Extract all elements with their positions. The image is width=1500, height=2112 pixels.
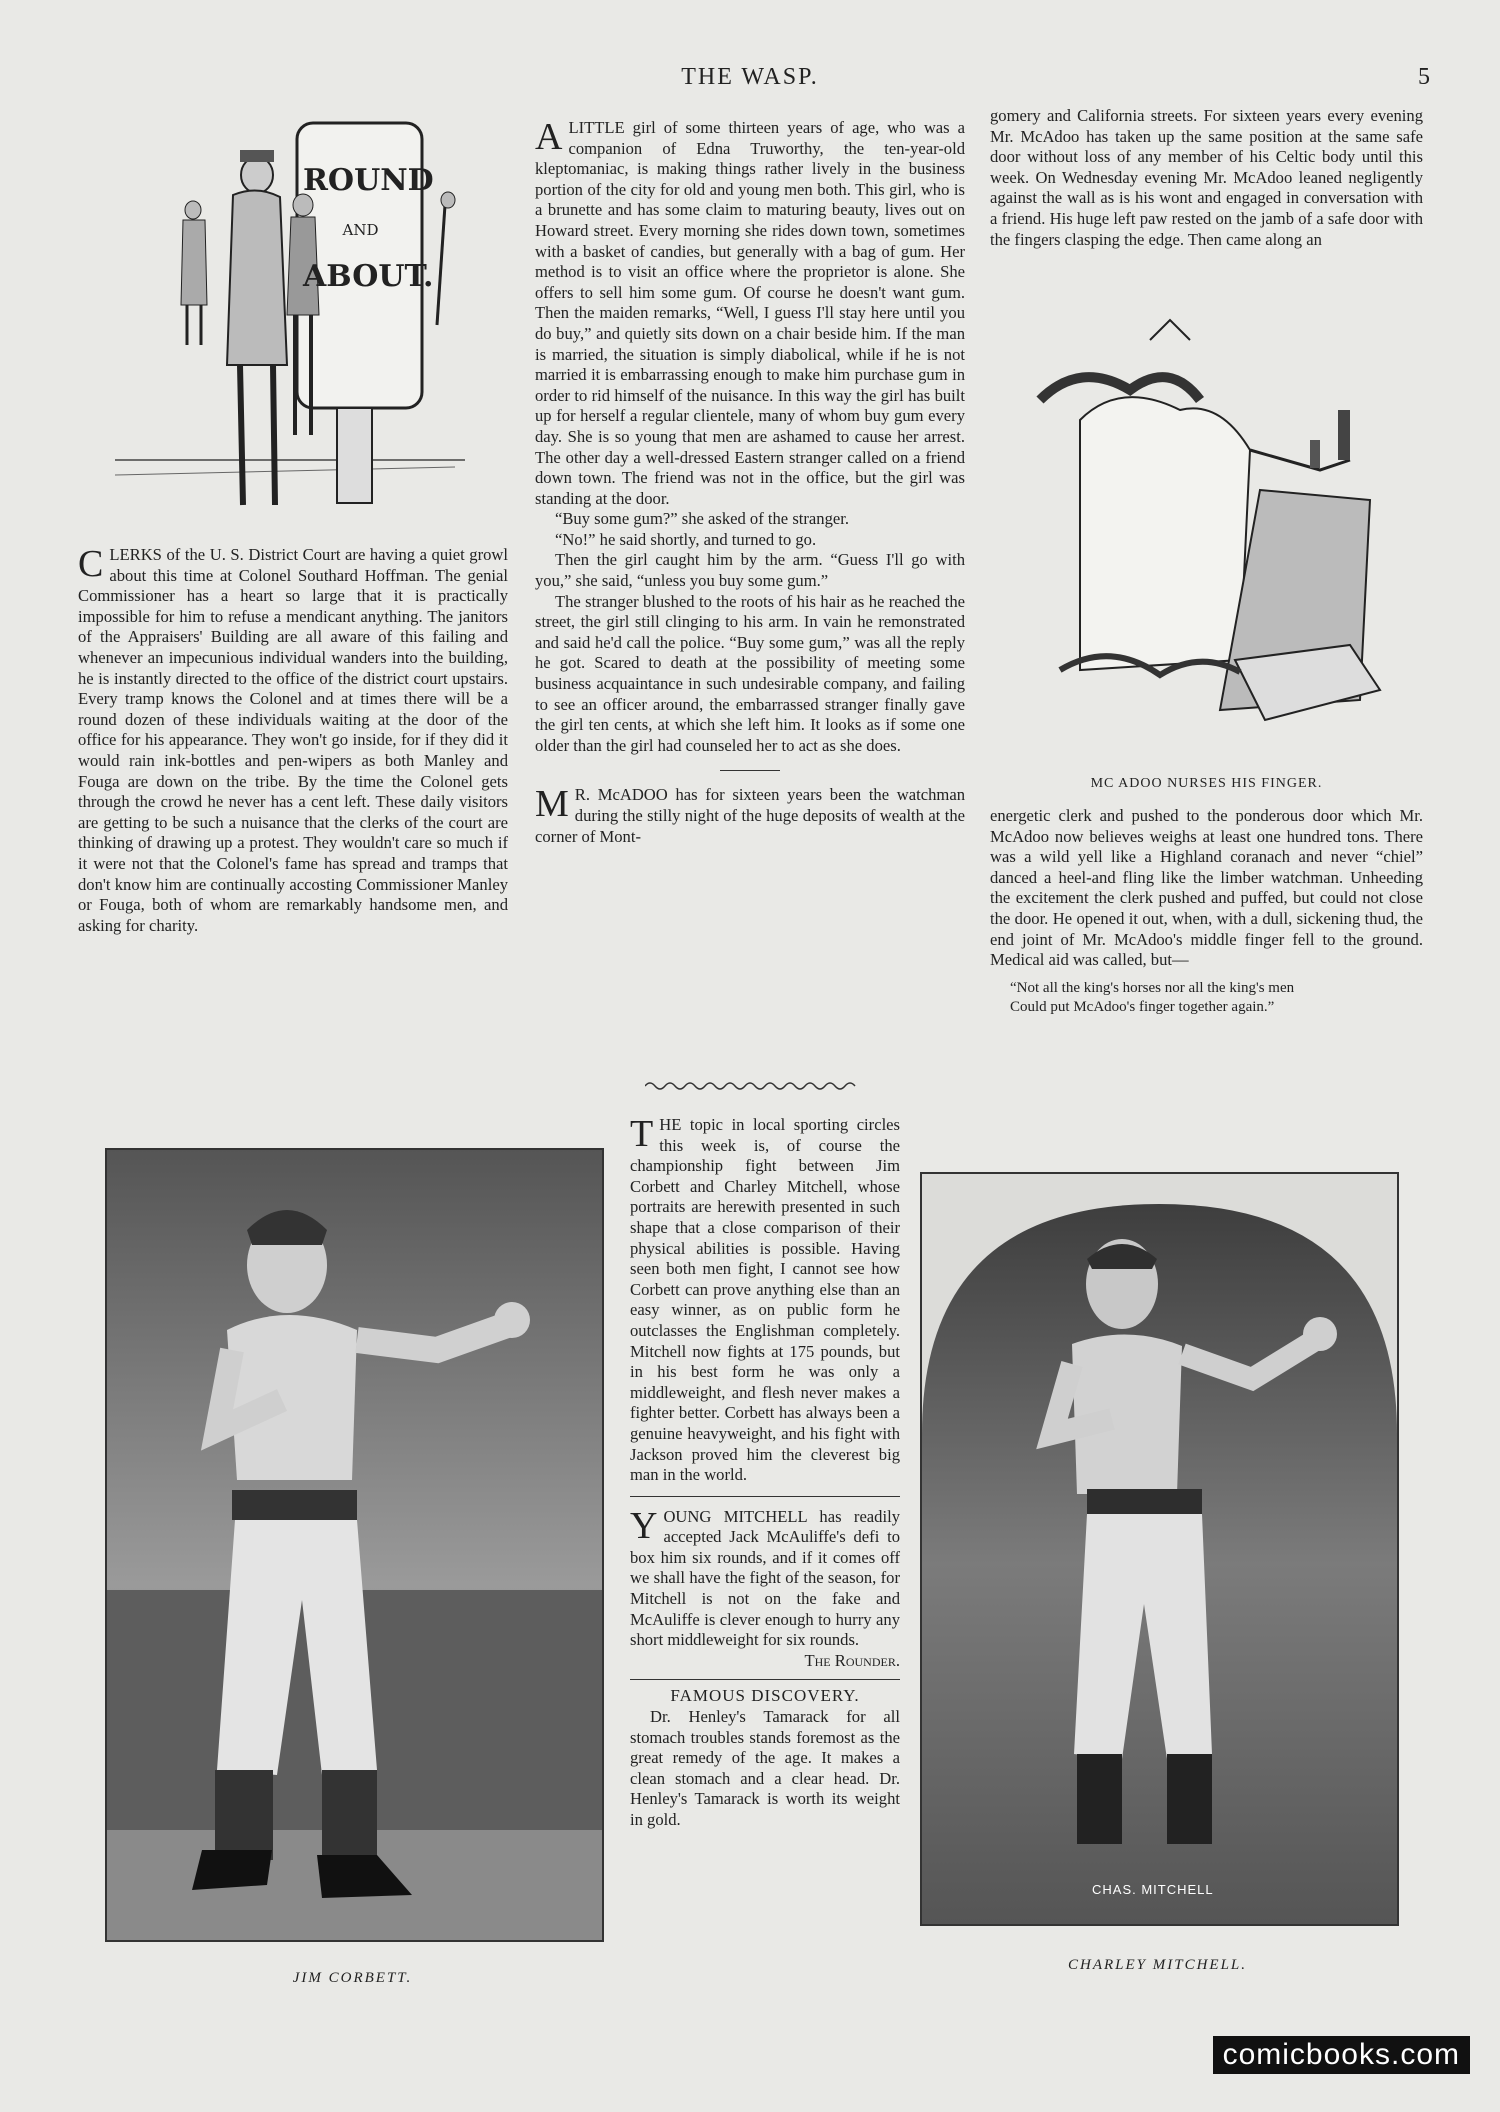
publication-title: THE WASP. — [681, 64, 819, 90]
page-number: 5 — [1418, 64, 1430, 90]
section-rule — [720, 770, 780, 771]
mitchell-caption: CHARLEY MITCHELL. — [1067, 1957, 1248, 1973]
mcadoo-text-3: energetic clerk and pushed to the ponderous door which Mr. McAdoo now believes weighs at least one hundred tons. There was a wild yell like a Highland coranach and never “chiel” danced a heel-and fling like the limber watchman. Unheeding the excitement the clerk pushed and puffed, but could not close the door. He opened it out, when, with a dull, sickening thud, the end joint of Mr. McAdoo's middle finger fell to the ground. Medical aid was called, but— — [990, 806, 1423, 970]
famous-discovery-heading: FAMOUS DISCOVERY. — [670, 1686, 860, 1706]
sporting-column — [630, 1115, 900, 1831]
topic-text: HE topic in local sporting circles this week is, of course the championship fight between Jim Corbett and Charley Mitchell, whose portraits are herewith presented in such shape that a close comparison of their physical abilities is possible. Having seen both men fight, I cannot see how Corbett can prove anything else than an easy winner, as on public form he outclasses the Englishman completely. Mitchell now fights at 175 pounds, but in his best form he was only a middleweight, and flesh never makes a fighter better. Corbett has always been a genuine heavyweight, and his fight with Jackson proved him the cleverest big man in the world. — [630, 1115, 900, 1485]
drop-cap: C — [78, 543, 104, 585]
clerks-article — [78, 545, 508, 936]
section-rule — [630, 1679, 900, 1680]
gum-girl-article — [535, 118, 965, 847]
girl-text-4: Then the girl caught him by the arm. “Guess I'll go with you,” she said, “unless you buy some gum.” — [535, 550, 965, 591]
section-rule — [630, 1496, 900, 1497]
mcadoo-illustration — [1020, 300, 1400, 760]
wavy-rule-icon — [645, 1080, 860, 1092]
watermark: comicbooks.com — [1213, 2036, 1470, 2074]
mcadoo-article-end — [990, 806, 1423, 1017]
girl-text-3: “No!” he said shortly, and turned to go. — [555, 529, 817, 549]
corbett-photo — [105, 1148, 604, 1942]
corbett-caption: JIM CORBETT. — [292, 1970, 413, 1986]
mitchell-photo — [920, 1172, 1399, 1926]
safe-door-icon — [1020, 300, 1400, 760]
mcadoo-text-1: R. McADOO has for sixteen years been the watchman during the stilly night of the huge deposits of wealth at the corner of Mont- — [535, 785, 965, 846]
boxer-icon — [107, 1150, 602, 1940]
famous-discovery-text: Dr. Henley's Tamarack for all stomach troubles stands foremost as the great remedy of the age. It makes a clean stomach and a clear head. Dr. Henley's Tamarack is worth its weight in gold. — [630, 1707, 900, 1829]
signature: The Rounder. — [804, 1650, 900, 1670]
drop-cap: M — [535, 783, 569, 826]
mcadoo-article-continued — [990, 106, 1423, 250]
mcadoo-caption: MC ADOO NURSES HIS FINGER. — [1090, 776, 1323, 791]
round-and-about-illustration — [115, 115, 465, 525]
clerks-text: LERKS of the U. S. District Court are having a quiet growl about this time at Colonel Southard Hoffman. The genial Commissioner has a heart so large that it is practically impossible for him to refuse a mendicant anything. The janitors of the Appraisers' Building are all aware of this failing and whenever an impecunious individual wanders into the building, he is instantly directed to the office of the district court upstairs. Every tramp knows the Colonel and at times there will be a round dozen of these individuals waiting at the door of the office for his appearance. They won't go inside, for if they did it would rain ink-bottles and pen-wipers as both Manley and Fouga are down on the tribe. By the time the Colonel gets through the crowd he never has a cent left. These daily visitors are getting to be such a nuisance that the clerks of the court are thinking of drawing up a protest. They wouldn't care so much if it were not that the Colonel's fame has spread and tramps that don't know him are continually accosting Commissioner Manley or Fouga, both of whom are remarkably handsome men, and asking for charity. — [78, 545, 508, 935]
girl-text-2: “Buy some gum?” she asked of the stranger. — [555, 509, 849, 529]
girl-text-5: The stranger blushed to the roots of his hair as he reached the street, the girl still clinging to his arm. In vain he remonstrated and said he'd call the police. “Buy some gum,” was all the reply he got. Scared to death at the possibility of meeting some business acquaintance in such undesirable company, and failing to see an officer around, the embarrassed stranger finally gave the girl ten cents, at which she left him. It looks as if some one older than the girl had counseled her to act as she does. — [535, 591, 965, 755]
drop-cap: Y — [630, 1504, 658, 1547]
mcadoo-text-2: gomery and California streets. For sixteen years every evening Mr. McAdoo has taken up the same position at the same safe door without loss of any member of his Celtic body until this week. On Wednesday evening Mr. McAdoo leaned negligently against the wall as is his wont and engaged in conversation with a friend. His huge left paw rested on the jamb of a safe door with the fingers clasping the edge. Then came along an — [990, 106, 1423, 249]
boxer-icon — [922, 1174, 1397, 1924]
mcadoo-quote: “Not all the king's horses nor all the king's men Could put McAdoo's finger together again.” — [1010, 979, 1295, 1015]
mitchell-inscription: CHAS. MITCHELL — [1092, 1882, 1214, 1897]
young-mitchell-text: OUNG MITCHELL has readily accepted Jack McAuliffe's defi to box him six rounds, and if it comes off we shall have the fight of the season, for Mitchell is not on the fake and McAuliffe is clever enough to hurry any short middleweight for six rounds. — [630, 1506, 900, 1650]
drop-cap: T — [630, 1113, 654, 1155]
sign-lettering: ROUND AND ABOUT. — [303, 163, 434, 294]
drop-cap: A — [535, 116, 563, 158]
girl-text-1: LITTLE girl of some thirteen years of age, who was a companion of Edna Truworthy, the ten-year-old kleptomaniac, is making things rather lively in the business portion of the city for old and young men both. This girl, who is a brunette and has some claim to maturing beauty, lives out on Howard street. Every morning she rides down town, sometimes with a basket of candies, but generally with a bag of gum. Her method is to visit an office where the proprietor is alone. She offers to sell him some gum. Of course he doesn't want gum. Then the maiden remarks, “Well, I guess I'll stay here until you do buy,” and quietly sits down on a chair beside him. If the man is married, the situation is simply diabolical, while if he is not married it is embarrassing enough to make him purchase gum in order to rid himself of the nuisance. In this way the girl has built up for herself a regular clientele, many of whom buy gum every day. She is so young that men are ashamed to cause her arrest. The other day a well-dressed Eastern stranger called on a friend down town. The friend was not in the office, but the girl was standing at the door. — [535, 118, 965, 508]
